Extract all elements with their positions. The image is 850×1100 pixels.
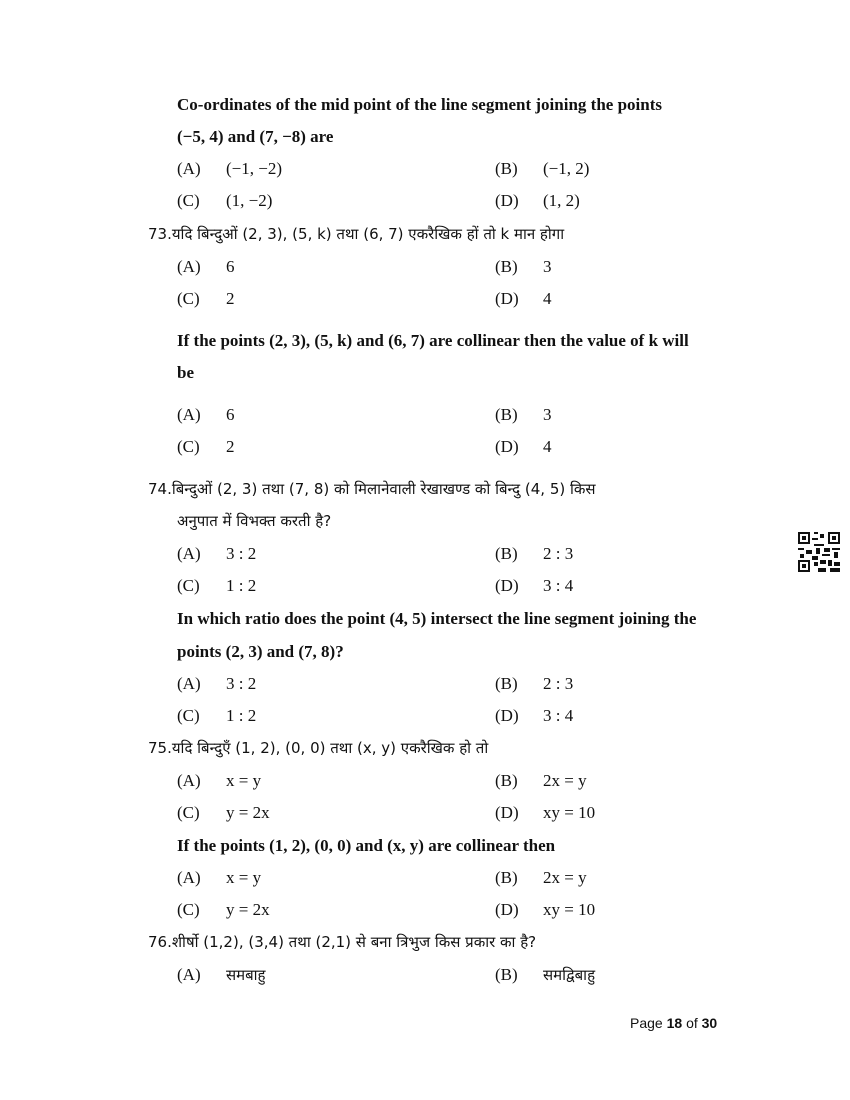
q73-hi-option-a-value: 6 <box>226 257 235 276</box>
q75-en-option-a-value: x = y <box>226 868 262 887</box>
q75-hi-option-a-label: (A) <box>177 771 201 790</box>
q72-text-line1: Co-ordinates of the mid point of the line segment joining the points <box>177 95 662 114</box>
q72-option-b-label: (B) <box>495 159 518 178</box>
q74-hindi-question-line2: अनुपात में विभक्त करती है? <box>177 512 332 530</box>
q76-hi-option-b-value: समद्विबाहु <box>543 966 596 984</box>
q75-en-option-b-label: (B) <box>495 868 518 887</box>
q74-hi-option-a-value: 3 : 2 <box>226 544 257 563</box>
q73-en-option-d-label: (D) <box>495 437 519 456</box>
q74-english-question-line1: In which ratio does the point (4, 5) intersect the line segment joining the <box>177 609 697 628</box>
q75-en-option-a-label: (A) <box>177 868 201 887</box>
q72-text-line2: (−5, 4) and (7, −8) are <box>177 127 334 146</box>
q73-en-option-b-label: (B) <box>495 405 518 424</box>
q73-english-question-line2: be <box>177 363 194 382</box>
q74-hi-option-b-label: (B) <box>495 544 518 563</box>
q72-option-d-value: (1, 2) <box>543 191 580 210</box>
page-total: 30 <box>701 1015 718 1031</box>
q75-hi-option-d-value: xy = 10 <box>543 803 596 822</box>
q76-hi-option-a-label: (A) <box>177 965 201 984</box>
q76-hi-option-a-value: समबाहु <box>226 966 266 984</box>
q74-en-option-d-value: 3 : 4 <box>543 706 574 725</box>
q72-option-a-label: (A) <box>177 159 201 178</box>
q75-en-option-b-value: 2x = y <box>543 868 587 887</box>
q73-hi-option-c-label: (C) <box>177 289 200 308</box>
q72-option-c-label: (C) <box>177 191 200 210</box>
q73-en-option-a-label: (A) <box>177 405 201 424</box>
q74-en-option-a-label: (A) <box>177 674 201 693</box>
q74-en-option-b-value: 2 : 3 <box>543 674 574 693</box>
q75-hi-option-a-value: x = y <box>226 771 262 790</box>
q73-en-option-c-value: 2 <box>226 437 235 456</box>
q75-hi-option-b-label: (B) <box>495 771 518 790</box>
q73-en-option-a-value: 6 <box>226 405 235 424</box>
q74-en-option-a-value: 3 : 2 <box>226 674 257 693</box>
q72-option-b-value: (−1, 2) <box>543 159 590 178</box>
q76-hindi-question: 76.शीर्षो (1,2), (3,4) तथा (2,1) से बना त्रिभुज किस प्रकार का है? <box>148 933 537 951</box>
q74-hi-option-c-label: (C) <box>177 576 200 595</box>
page-word: Page <box>630 1015 663 1031</box>
q74-english-question-line2: points (2, 3) and (7, 8)? <box>177 642 344 661</box>
q74-hi-option-b-value: 2 : 3 <box>543 544 574 563</box>
q73-en-option-c-label: (C) <box>177 437 200 456</box>
q75-hi-option-c-label: (C) <box>177 803 200 822</box>
q75-hi-option-d-label: (D) <box>495 803 519 822</box>
q74-hi-option-d-label: (D) <box>495 576 519 595</box>
q73-en-option-d-value: 4 <box>543 437 552 456</box>
q73-hi-option-d-label: (D) <box>495 289 519 308</box>
q75-en-option-c-value: y = 2x <box>226 900 270 919</box>
q72-option-d-label: (D) <box>495 191 519 210</box>
page-current: 18 <box>666 1015 683 1031</box>
qr-code-icon <box>798 532 840 572</box>
q72-option-c-value: (1, −2) <box>226 191 273 210</box>
q75-hindi-question: 75.यदि बिन्दुएँ (1, 2), (0, 0) तथा (x, y) एकरैखिक हो तो <box>148 739 489 757</box>
q73-english-question-line1: If the points (2, 3), (5, k) and (6, 7) are collinear then the value of k will <box>177 331 689 350</box>
q75-en-option-c-label: (C) <box>177 900 200 919</box>
q75-en-option-d-label: (D) <box>495 900 519 919</box>
page-number <box>630 1015 717 1031</box>
q74-en-option-d-label: (D) <box>495 706 519 725</box>
q74-hi-option-d-value: 3 : 4 <box>543 576 574 595</box>
q73-en-option-b-value: 3 <box>543 405 552 424</box>
q73-hi-option-d-value: 4 <box>543 289 552 308</box>
q73-hi-option-a-label: (A) <box>177 257 201 276</box>
page-of-word: of <box>686 1015 698 1031</box>
q74-hindi-question-line1: 74.बिन्दुओं (2, 3) तथा (7, 8) को मिलानेवाली रेखाखण्ड को बिन्दु (4, 5) किस <box>148 480 596 498</box>
q75-english-question: If the points (1, 2), (0, 0) and (x, y) are collinear then <box>177 836 556 855</box>
q72-option-a-value: (−1, −2) <box>226 159 282 178</box>
q74-hi-option-c-value: 1 : 2 <box>226 576 257 595</box>
q73-hindi-question: 73.यदि बिन्दुओं (2, 3), (5, k) तथा (6, 7) एकरैखिक हों तो k मान होगा <box>148 225 565 243</box>
q74-en-option-c-label: (C) <box>177 706 200 725</box>
q76-hi-option-b-label: (B) <box>495 965 518 984</box>
q73-hi-option-c-value: 2 <box>226 289 235 308</box>
q74-en-option-c-value: 1 : 2 <box>226 706 257 725</box>
q73-hi-option-b-value: 3 <box>543 257 552 276</box>
q74-hi-option-a-label: (A) <box>177 544 201 563</box>
q75-hi-option-b-value: 2x = y <box>543 771 587 790</box>
q75-hi-option-c-value: y = 2x <box>226 803 270 822</box>
q75-en-option-d-value: xy = 10 <box>543 900 596 919</box>
q74-en-option-b-label: (B) <box>495 674 518 693</box>
q73-hi-option-b-label: (B) <box>495 257 518 276</box>
